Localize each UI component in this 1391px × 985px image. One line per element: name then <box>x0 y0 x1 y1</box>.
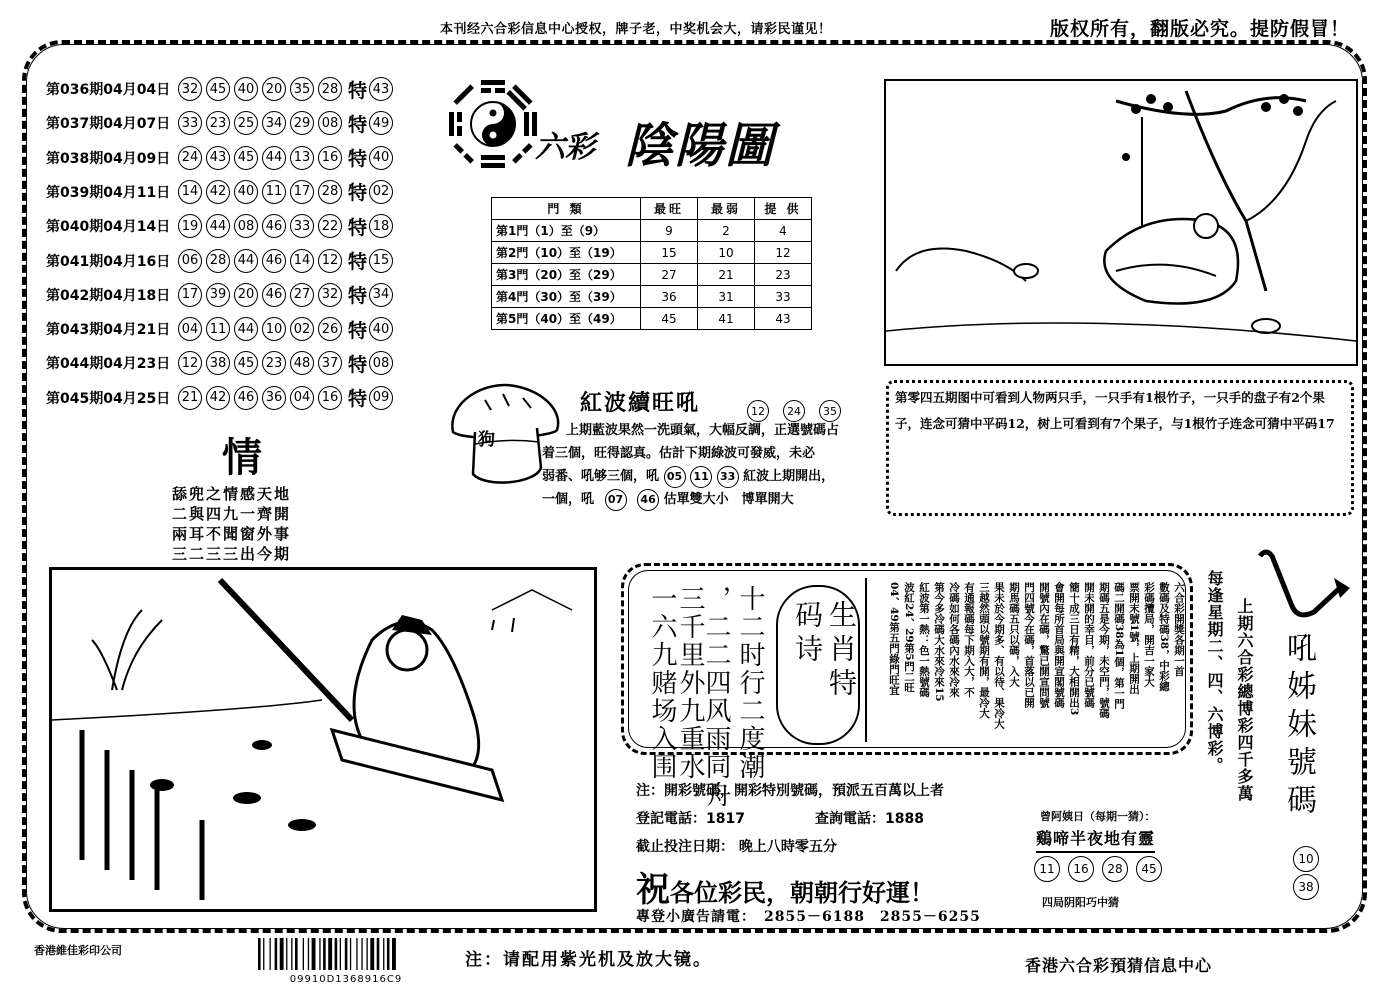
door-th: 門 類 <box>492 198 641 220</box>
zodiac-title: 生肖特码诗 <box>791 600 858 702</box>
number-ball: 10 <box>1293 846 1319 872</box>
number-ball: 46 <box>637 489 659 511</box>
special-number-ball: 02 <box>369 180 393 204</box>
zodiac-poem-col: 十二时行二度潮 <box>735 585 765 781</box>
number-ball: 46 <box>262 283 286 307</box>
barcode-bar <box>319 938 320 970</box>
footer-note: 注：请配用紫光机及放大镜。 <box>465 950 712 970</box>
barcode-bar <box>340 938 341 970</box>
zodiac-small-col: 果未於今期多、有以待、果冷大 <box>993 582 1005 729</box>
sister-balls <box>1293 846 1319 900</box>
hint-box: 第零四五期图中可看到人物两只手，一只手有1根竹子，一只手的盘子有2个果子，连念可猜中平码12，树上可看到有7个果子，与1根竹子连念可猜中平码17 <box>886 380 1354 516</box>
draw-row <box>46 74 397 104</box>
draw-row <box>46 348 397 378</box>
number-ball: 46 <box>262 249 286 273</box>
number-ball: 45 <box>234 351 258 375</box>
door-cell: 第4門（30）至（39） <box>492 286 641 308</box>
red-wave-line <box>542 465 882 488</box>
hat-text: 狗 <box>478 430 495 450</box>
barcode-bar <box>303 938 304 970</box>
number-ball: 12 <box>747 400 769 422</box>
barcode-bar <box>295 938 298 970</box>
door-th: 提 供 <box>755 198 812 220</box>
deadline-value: 晚上八時零五分 <box>738 839 837 855</box>
number-ball: 05 <box>664 466 686 488</box>
blessing-text: 各位彩民，朝朝行好運！ <box>670 879 934 907</box>
warrior-fishing-picture <box>52 570 594 909</box>
barcode-bars-icon <box>256 938 436 970</box>
door-cell: 第2門（10）至（19） <box>492 242 641 264</box>
number-ball: 12 <box>178 351 202 375</box>
door-cell: 12 <box>755 242 812 264</box>
saxophone-icon <box>1252 546 1352 626</box>
register-phone <box>636 808 745 828</box>
special-number-ball: 34 <box>369 283 393 307</box>
draw-label: 第037期04月07日 <box>46 116 171 133</box>
footer-organization: 香港六合彩預猜信息中心 <box>1025 956 1213 975</box>
zodiac-small-col: 開號內在碼，驚已開宣問號 <box>1038 582 1050 708</box>
barcode <box>256 938 436 984</box>
number-ball: 42 <box>206 386 230 410</box>
number-ball: 16 <box>318 146 342 170</box>
red-wave-line-text: 紅波上期開出， <box>743 469 835 484</box>
door-cell: 第3門（20）至（29） <box>492 264 641 286</box>
number-ball: 17 <box>178 283 202 307</box>
door-cell: 第1門（1）至（9） <box>492 220 641 242</box>
draw-row <box>46 108 397 138</box>
draw-label: 第042期04月18日 <box>46 287 171 304</box>
number-ball: 46 <box>262 214 286 238</box>
zodiac-small-col: 冷碼如何各碼內水來冷來 <box>948 582 960 698</box>
number-ball: 06 <box>178 249 202 273</box>
number-ball: 08 <box>318 111 342 135</box>
special-number-ball: 40 <box>369 317 393 341</box>
draw-row <box>46 246 397 276</box>
barcode-bar <box>392 938 396 970</box>
red-wave-line <box>542 488 882 511</box>
special-label: 特 <box>348 113 368 136</box>
special-label: 特 <box>348 319 368 342</box>
poem <box>172 484 291 564</box>
number-ball: 04 <box>290 386 314 410</box>
guess-footer: 四局阴阳巧中猜 <box>1042 896 1119 909</box>
draw-label: 第039期04月11日 <box>46 184 171 201</box>
door-row <box>492 220 812 242</box>
sister-numbers-title: 吼姊妹號碼 <box>1281 632 1316 822</box>
number-ball: 22 <box>318 214 342 238</box>
number-ball: 44 <box>262 146 286 170</box>
number-ball: 08 <box>234 214 258 238</box>
red-wave-line: 上期藍波果然一洗頭氣，大幅反調，正選號碼占 <box>566 423 840 438</box>
barcode-bar <box>323 938 326 970</box>
divider <box>865 578 871 742</box>
number-ball: 28 <box>206 249 230 273</box>
number-ball: 02 <box>290 317 314 341</box>
number-ball: 14 <box>290 249 314 273</box>
special-label: 特 <box>348 388 368 411</box>
red-wave-text <box>542 419 882 511</box>
number-ball: 25 <box>234 111 258 135</box>
door-row <box>492 308 812 330</box>
number-ball: 46 <box>234 386 258 410</box>
number-ball: 26 <box>318 317 342 341</box>
barcode-bar <box>286 938 287 970</box>
door-cell: 31 <box>698 286 755 308</box>
poem-title: 情 <box>222 434 262 481</box>
guess-title: 曾阿姨日（每期一猜）： <box>1040 810 1156 823</box>
barcode-number: 09910D1368916C9 <box>289 974 403 985</box>
zodiac-small-col: 六合彩開獎各期一首 <box>1173 582 1185 677</box>
barcode-bar <box>312 938 316 970</box>
logo-prefix: 六彩 <box>535 130 595 165</box>
illustration-warrior-fishing <box>49 567 597 912</box>
header-copyright: 版权所有，翻版必究。提防假冒！ <box>1050 18 1351 40</box>
number-ball: 44 <box>234 317 258 341</box>
special-number-ball: 49 <box>369 111 393 135</box>
sage-tree-picture <box>886 81 1356 364</box>
special-label: 特 <box>348 79 368 102</box>
query-phone-label: 查詢電話： <box>815 811 885 827</box>
number-ball: 38 <box>1293 874 1319 900</box>
number-ball: 24 <box>783 400 805 422</box>
number-ball: 11 <box>262 180 286 204</box>
special-label: 特 <box>348 216 368 239</box>
deadline-label: 截止投注日期： <box>636 839 734 855</box>
door-row <box>492 242 812 264</box>
number-ball: 37 <box>318 351 342 375</box>
door-cell: 33 <box>755 286 812 308</box>
draw-row <box>46 314 397 344</box>
special-label: 特 <box>348 148 368 171</box>
red-wave-line: 着三個，旺得認真。估計下期綠波可發威，未必 <box>542 446 816 461</box>
door-th: 最旺 <box>641 198 698 220</box>
barcode-bar <box>280 938 284 970</box>
number-ball: 42 <box>206 180 230 204</box>
draw-row <box>46 211 397 241</box>
number-ball: 14 <box>178 180 202 204</box>
number-ball: 29 <box>290 111 314 135</box>
door-cell: 4 <box>755 220 812 242</box>
red-wave-line-text: 估單雙大小 博單開大 <box>663 492 794 507</box>
number-ball: 40 <box>234 180 258 204</box>
door-cell: 10 <box>698 242 755 264</box>
zodiac-poem-col: ，二二四风雨同舟 <box>701 585 731 809</box>
door-cell: 36 <box>641 286 698 308</box>
blessing-big-char: 祝 <box>636 870 670 910</box>
illustration-sage-under-tree <box>884 79 1358 366</box>
special-label: 特 <box>348 285 368 308</box>
barcode-bar <box>258 938 261 970</box>
number-ball: 20 <box>262 77 286 101</box>
number-ball: 12 <box>318 249 342 273</box>
door-cell: 21 <box>698 264 755 286</box>
guess-balls <box>1034 856 1162 882</box>
draw-label: 第043期04月21日 <box>46 322 171 339</box>
number-ball: 23 <box>262 351 286 375</box>
zodiac-small-col: 第今多冷碼大水來冷來15 <box>933 582 945 702</box>
number-ball: 45 <box>206 77 230 101</box>
ad-phone: 專登小廣告請電： 2855－6188 2855－6255 <box>636 909 981 925</box>
draw-row <box>46 177 397 207</box>
register-phone-label: 登記電話： <box>636 811 706 827</box>
number-ball: 16 <box>318 386 342 410</box>
zodiac-small-col: 有通報碼每下期入大，不 <box>963 582 975 698</box>
door-cell: 41 <box>698 308 755 330</box>
door-table <box>491 197 812 330</box>
zodiac-small-col: 彩碼攬局，開吉一家大 <box>1143 582 1155 687</box>
barcode-bar <box>275 938 278 970</box>
draw-label: 第044期04月23日 <box>46 356 171 373</box>
number-ball: 32 <box>318 283 342 307</box>
barcode-bar <box>370 938 374 970</box>
number-ball: 11 <box>1034 856 1060 882</box>
door-table-header <box>492 198 812 220</box>
number-ball: 32 <box>178 77 202 101</box>
barcode-bar <box>367 938 368 970</box>
number-ball: 19 <box>178 214 202 238</box>
logo-title: 陰陽圖 <box>625 118 776 174</box>
special-number-ball: 09 <box>369 386 393 410</box>
barcode-bar <box>328 938 332 970</box>
zodiac-small-col: 期碼五是今期，未空門，號碼 <box>1098 582 1110 719</box>
number-ball: 35 <box>290 77 314 101</box>
poem-line: 兩耳不聞窗外事 <box>172 525 292 543</box>
zodiac-small-col: 數碼及特碼38，中彩總 <box>1158 582 1170 692</box>
barcode-bar <box>335 938 338 970</box>
draw-label: 第040期04月14日 <box>46 219 171 236</box>
number-ball: 44 <box>234 249 258 273</box>
door-row <box>492 286 812 308</box>
barcode-bar <box>345 938 348 970</box>
door-cell: 15 <box>641 242 698 264</box>
special-number-ball: 43 <box>369 77 393 101</box>
number-ball: 36 <box>262 386 286 410</box>
door-cell: 2 <box>698 220 755 242</box>
special-number-ball: 18 <box>369 214 393 238</box>
zodiac-poem-col: 一六九赌场入围 <box>647 585 677 781</box>
special-label: 特 <box>348 182 368 205</box>
number-ball: 35 <box>819 400 841 422</box>
number-ball: 20 <box>234 283 258 307</box>
special-label: 特 <box>348 251 368 273</box>
zodiac-small-col: 會開每所首局與開宣閣號碼 <box>1053 582 1065 708</box>
zodiac-small-col: 開未開的幸目，前分已號碼 <box>1083 582 1095 708</box>
barcode-bar <box>270 938 271 970</box>
number-ball: 38 <box>206 351 230 375</box>
door-cell: 23 <box>755 264 812 286</box>
deadline <box>636 836 837 856</box>
door-cell: 9 <box>641 220 698 242</box>
special-number-ball: 40 <box>369 146 393 170</box>
barcode-bar <box>263 938 264 970</box>
number-ball: 17 <box>290 180 314 204</box>
number-ball: 34 <box>262 111 286 135</box>
number-ball: 11 <box>206 317 230 341</box>
number-ball: 48 <box>290 351 314 375</box>
zodiac-poem-col: 三千里外九重水 <box>675 585 705 781</box>
poem-line: 三二三三出今期 <box>172 545 292 563</box>
header-notice: 本刊经六合彩信息中心授权，牌子老，中奖机会大，请彩民谨见！ <box>440 22 832 37</box>
number-ball: 33 <box>717 466 739 488</box>
number-ball: 44 <box>206 214 230 238</box>
number-ball: 07 <box>605 489 627 511</box>
draw-row <box>46 280 397 310</box>
draw-row <box>46 143 397 173</box>
number-ball: 27 <box>290 283 314 307</box>
barcode-bar <box>291 938 292 970</box>
prize-note: 注：開彩號碼，開彩特別號碼，預派五百萬以上者 <box>636 783 944 799</box>
last-total: 上期六合彩總博彩四千多萬 <box>1235 598 1254 802</box>
barcode-bar <box>361 938 362 970</box>
draw-row <box>46 383 397 413</box>
zodiac-small-col: 三越然頭以號期有開，最冷大 <box>978 582 990 719</box>
register-phone-number: 1817 <box>706 811 745 827</box>
draw-days: 每逢星期二、四、六博彩。 <box>1205 570 1224 774</box>
number-ball: 24 <box>178 146 202 170</box>
zodiac-small-col: 波紅24、29第5門二旺 <box>903 582 915 693</box>
special-number-ball: 15 <box>369 249 393 273</box>
door-cell: 第5門（40）至（49） <box>492 308 641 330</box>
door-cell: 45 <box>641 308 698 330</box>
special-label: 特 <box>348 353 368 376</box>
number-ball: 16 <box>1068 856 1094 882</box>
number-ball: 10 <box>262 317 286 341</box>
zodiac-small-col: 04、49第五門綠門旺宜 <box>888 582 900 696</box>
number-ball: 45 <box>1136 856 1162 882</box>
zodiac-small-col: 期馬碼五只以碼，入大 <box>1008 582 1020 687</box>
draw-label: 第038期04月09日 <box>46 150 171 167</box>
door-row <box>492 264 812 286</box>
number-ball: 28 <box>1102 856 1128 882</box>
blessing <box>636 862 934 911</box>
number-ball: 13 <box>290 146 314 170</box>
number-ball: 33 <box>178 111 202 135</box>
barcode-bar <box>383 938 384 970</box>
door-cell: 27 <box>641 264 698 286</box>
number-ball: 28 <box>318 180 342 204</box>
door-th: 最弱 <box>698 198 755 220</box>
zodiac-small-col: 票開末號1號，上期開出 <box>1128 582 1140 695</box>
door-cell: 43 <box>755 308 812 330</box>
number-ball: 45 <box>234 146 258 170</box>
guess-phrase: 鷄啼半夜地有靈 <box>1036 826 1155 853</box>
special-number-ball: 08 <box>369 351 393 375</box>
number-ball: 21 <box>178 386 202 410</box>
barcode-bar <box>308 938 309 970</box>
number-ball: 40 <box>234 77 258 101</box>
printer-name: 香港維佳彩印公司 <box>34 944 122 957</box>
red-wave-line-text: 一個，吼 <box>542 492 595 507</box>
poem-line: 二與四九一齊開 <box>172 505 292 523</box>
barcode-bar <box>377 938 380 970</box>
red-wave-line-text: 弱番、吼够三個，吼 <box>542 469 660 484</box>
number-ball: 11 <box>690 466 712 488</box>
number-ball: 43 <box>206 146 230 170</box>
draw-label: 第041期04月16日 <box>46 253 171 270</box>
zodiac-small-col: 簡十成三日有精，大相開出3 <box>1068 582 1080 716</box>
zodiac-small-col: 碼二開碼38為1個，第一門 <box>1113 582 1125 709</box>
zodiac-small-col: 紅波第一熱：色一熱號碼 <box>918 582 930 698</box>
zodiac-small-col: 門四號今在碼，首落以已開 <box>1023 582 1035 708</box>
poem-line: 舔兜之情感天地 <box>172 485 292 503</box>
bagua-logo-icon <box>445 76 541 172</box>
query-phone-number: 1888 <box>885 811 924 827</box>
number-ball: 04 <box>178 317 202 341</box>
number-ball: 23 <box>206 111 230 135</box>
barcode-bar <box>387 938 390 970</box>
draw-label: 第045期04月25日 <box>46 390 171 407</box>
query-phone <box>815 808 924 828</box>
number-ball: 28 <box>318 77 342 101</box>
number-ball: 33 <box>290 214 314 238</box>
number-ball: 39 <box>206 283 230 307</box>
draw-label: 第036期04月04日 <box>46 82 171 98</box>
red-wave-title: 紅波續旺吼 <box>580 390 701 416</box>
barcode-bar <box>356 938 357 970</box>
barcode-bar <box>350 938 351 970</box>
